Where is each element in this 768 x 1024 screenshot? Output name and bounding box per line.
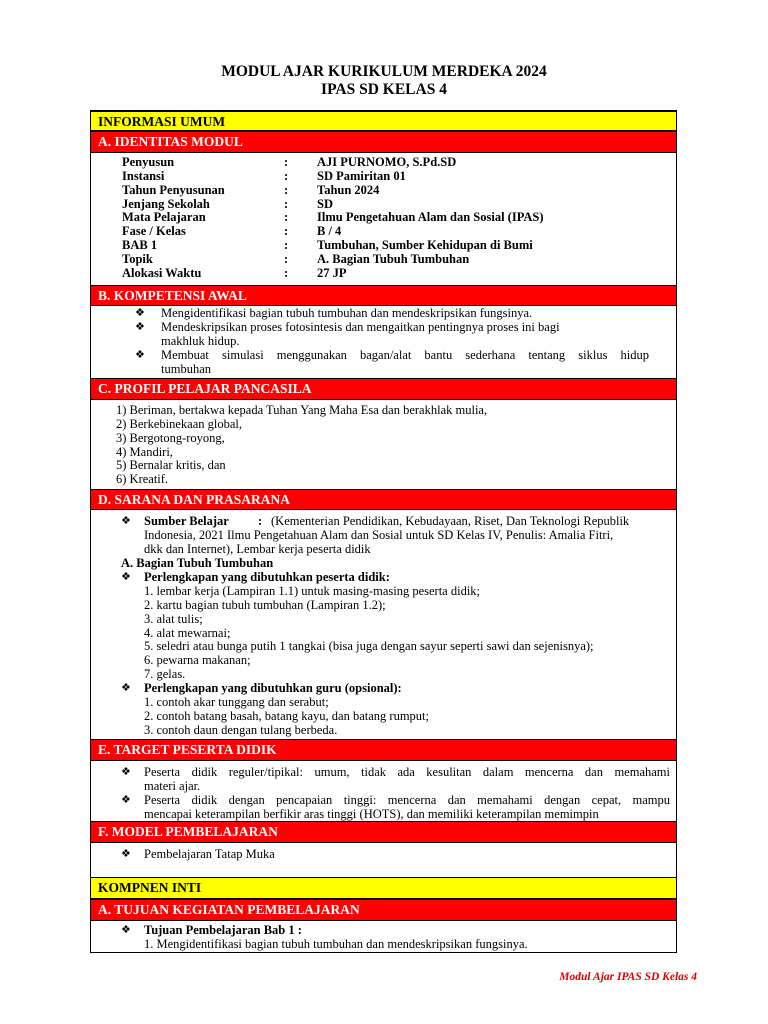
perlengkapan-item: 1. lembar kerja (Lampiran 1.1) untuk masing-masing peserta didik;: [144, 584, 481, 598]
diamond-bullet-icon: ❖: [135, 349, 145, 361]
perlengkapan-guru-item: 2. contoh batang basah, batang kayu, dan batang rumput;: [144, 709, 429, 723]
perlengkapan-item: 3. alat tulis;: [144, 612, 203, 626]
kompetensi-item: Membuat simulasi menggunakan bagan/alat bantu sederhana tentang siklus hidup: [161, 348, 649, 362]
identitas-value: SD Pamiritan 01: [317, 169, 406, 183]
model-block: [91, 843, 676, 877]
kompetensi-item: Mengidentifikasi bagian tubuh tumbuhan dan mendeskripsikan fungsinya.: [161, 306, 533, 320]
module-table: [90, 110, 677, 953]
diamond-bullet-icon: ❖: [135, 321, 145, 333]
identitas-colon: :: [284, 210, 289, 224]
subtopik-heading: A. Bagian Tubuh Tumbuhan: [121, 556, 274, 570]
identitas-key: Jenjang Sekolah: [122, 197, 210, 211]
identitas-colon: :: [284, 224, 289, 238]
target-item: Peserta didik dengan pencapaian tinggi: mencerna dan memahami dengan cepat, mampu: [144, 793, 670, 807]
section-kompetensi-awal: B. KOMPETENSI AWAL: [91, 285, 676, 306]
profil-item: 6) Kreatif.: [116, 472, 169, 486]
target-item: Peserta didik reguler/tipikal: umum, tidak ada kesulitan dalam mencerna dan memahami: [144, 765, 670, 779]
document-subtitle: IPAS SD KELAS 4: [321, 81, 447, 98]
section-sarana-prasarana: D. SARANA DAN PRASARANA: [91, 489, 676, 510]
perlengkapan-item: 5. seledri atau bunga putih 1 tangkai (bisa juga dengan sayur seperti sawi dan sejenisnya);: [144, 639, 594, 653]
identitas-value: Tumbuhan, Sumber Kehidupan di Bumi: [317, 238, 533, 252]
perlengkapan-guru-item: 1. contoh akar tunggang dan serabut;: [144, 695, 329, 709]
sarana-block: [91, 510, 676, 739]
section-profil-pelajar: C. PROFIL PELAJAR PANCASILA: [91, 378, 676, 400]
sumber-belajar-label: Sumber Belajar: [144, 514, 229, 528]
sumber-belajar-text: Indonesia, 2021 Ilmu Pengetahuan Alam dan Sosial untuk SD Kelas IV, Penulis: Amalia Fitri,: [144, 528, 614, 542]
identitas-value: Ilmu Pengetahuan Alam dan Sosial (IPAS): [317, 210, 544, 224]
diamond-bullet-icon: ❖: [135, 307, 145, 319]
target-item-cont: mencapai keterampilan berfikir aras tinggi (HOTS), dan memiliki keterampilan memimpin: [144, 807, 599, 821]
identitas-key: Topik: [122, 252, 153, 266]
section-komponen-inti: KOMPNEN INTI: [91, 877, 676, 899]
identitas-key: Mata Pelajaran: [122, 210, 206, 224]
tujuan-block: [91, 921, 676, 953]
sumber-belajar-text: (Kementerian Pendidikan, Kebudayaan, Riset, Dan Teknologi Republik: [271, 514, 630, 528]
identitas-value: 27 JP: [317, 266, 347, 280]
tujuan-item: 1. Mengidentifikasi bagian tubuh tumbuhan dan mendeskripsikan fungsinya.: [144, 937, 528, 951]
profil-item: 4) Mandiri,: [116, 445, 173, 459]
identitas-key: Penyusun: [122, 155, 175, 169]
identitas-colon: :: [284, 183, 289, 197]
diamond-bullet-icon: ❖: [121, 794, 131, 806]
kompetensi-item-cont: tumbuhan: [161, 362, 211, 376]
identitas-colon: :: [284, 169, 289, 183]
target-item-cont: materi ajar.: [144, 779, 201, 793]
profil-item: 3) Bergotong-royong,: [116, 431, 225, 445]
perlengkapan-peserta-label: Perlengkapan yang dibutuhkan peserta didik:: [144, 570, 390, 584]
document-title: MODUL AJAR KURIKULUM MERDEKA 2024: [221, 63, 547, 80]
model-item: Pembelajaran Tatap Muka: [144, 847, 275, 861]
identitas-key: Tahun Penyusunan: [122, 183, 225, 197]
kompetensi-block: [91, 306, 676, 378]
identitas-colon: :: [284, 155, 289, 169]
perlengkapan-item: 2. kartu bagian tubuh tumbuhan (Lampiran 1.2);: [144, 598, 386, 612]
diamond-bullet-icon: ❖: [121, 515, 131, 527]
profil-item: 1) Beriman, bertakwa kepada Tuhan Yang Maha Esa dan berakhlak mulia,: [116, 403, 488, 417]
diamond-bullet-icon: ❖: [121, 848, 131, 860]
perlengkapan-item: 7. gelas.: [144, 667, 186, 681]
identitas-value: Tahun 2024: [317, 183, 380, 197]
identitas-colon: :: [284, 252, 289, 266]
identitas-colon: :: [284, 266, 289, 280]
profil-item: 2) Berkebinekaan global,: [116, 417, 242, 431]
section-model-pembelajaran: F. MODEL PEMBELAJARAN: [91, 821, 676, 843]
section-target-peserta: E. TARGET PESERTA DIDIK: [91, 739, 676, 761]
section-identitas-modul: A. IDENTITAS MODUL: [91, 131, 676, 153]
identitas-key: Alokasi Waktu: [122, 266, 202, 280]
perlengkapan-item: 4. alat mewarnai;: [144, 626, 231, 640]
section-informasi-umum: INFORMASI UMUM: [91, 111, 676, 131]
profil-item: 5) Bernalar kritis, dan: [116, 458, 226, 472]
identitas-value: SD: [317, 197, 333, 211]
sumber-belajar-colon: :: [258, 514, 263, 528]
kompetensi-item: Mendeskripsikan proses fotosintesis dan mengaitkan pentingnya proses ini bagi: [161, 320, 560, 334]
perlengkapan-guru-item: 3. contoh daun dengan tulang berbeda.: [144, 723, 338, 737]
identitas-key: Instansi: [122, 169, 165, 183]
identitas-block: [91, 153, 676, 285]
page-footer: Modul Ajar IPAS SD Kelas 4: [559, 971, 697, 983]
kompetensi-item-cont: makhluk hidup.: [161, 334, 240, 348]
tujuan-label: Tujuan Pembelajaran Bab 1 :: [144, 923, 302, 937]
section-tujuan-kegiatan: A. TUJUAN KEGIATAN PEMBELAJARAN: [91, 899, 676, 921]
sumber-belajar-text: dkk dan Internet), Lembar kerja peserta didik: [144, 542, 371, 556]
identitas-value: B / 4: [317, 224, 342, 238]
profil-block: [91, 400, 676, 489]
identitas-colon: :: [284, 238, 289, 252]
identitas-value: A. Bagian Tubuh Tumbuhan: [317, 252, 470, 266]
identitas-key: Fase / Kelas: [122, 224, 186, 238]
diamond-bullet-icon: ❖: [121, 682, 131, 694]
identitas-colon: :: [284, 197, 289, 211]
identitas-value: AJI PURNOMO, S.Pd.SD: [317, 155, 457, 169]
target-block: [91, 761, 676, 821]
identitas-key: BAB 1: [122, 238, 158, 252]
diamond-bullet-icon: ❖: [121, 766, 131, 778]
diamond-bullet-icon: ❖: [121, 571, 131, 583]
diamond-bullet-icon: ❖: [121, 924, 131, 936]
perlengkapan-guru-label: Perlengkapan yang dibutuhkan guru (opsional):: [144, 681, 402, 695]
perlengkapan-item: 6. pewarna makanan;: [144, 653, 251, 667]
